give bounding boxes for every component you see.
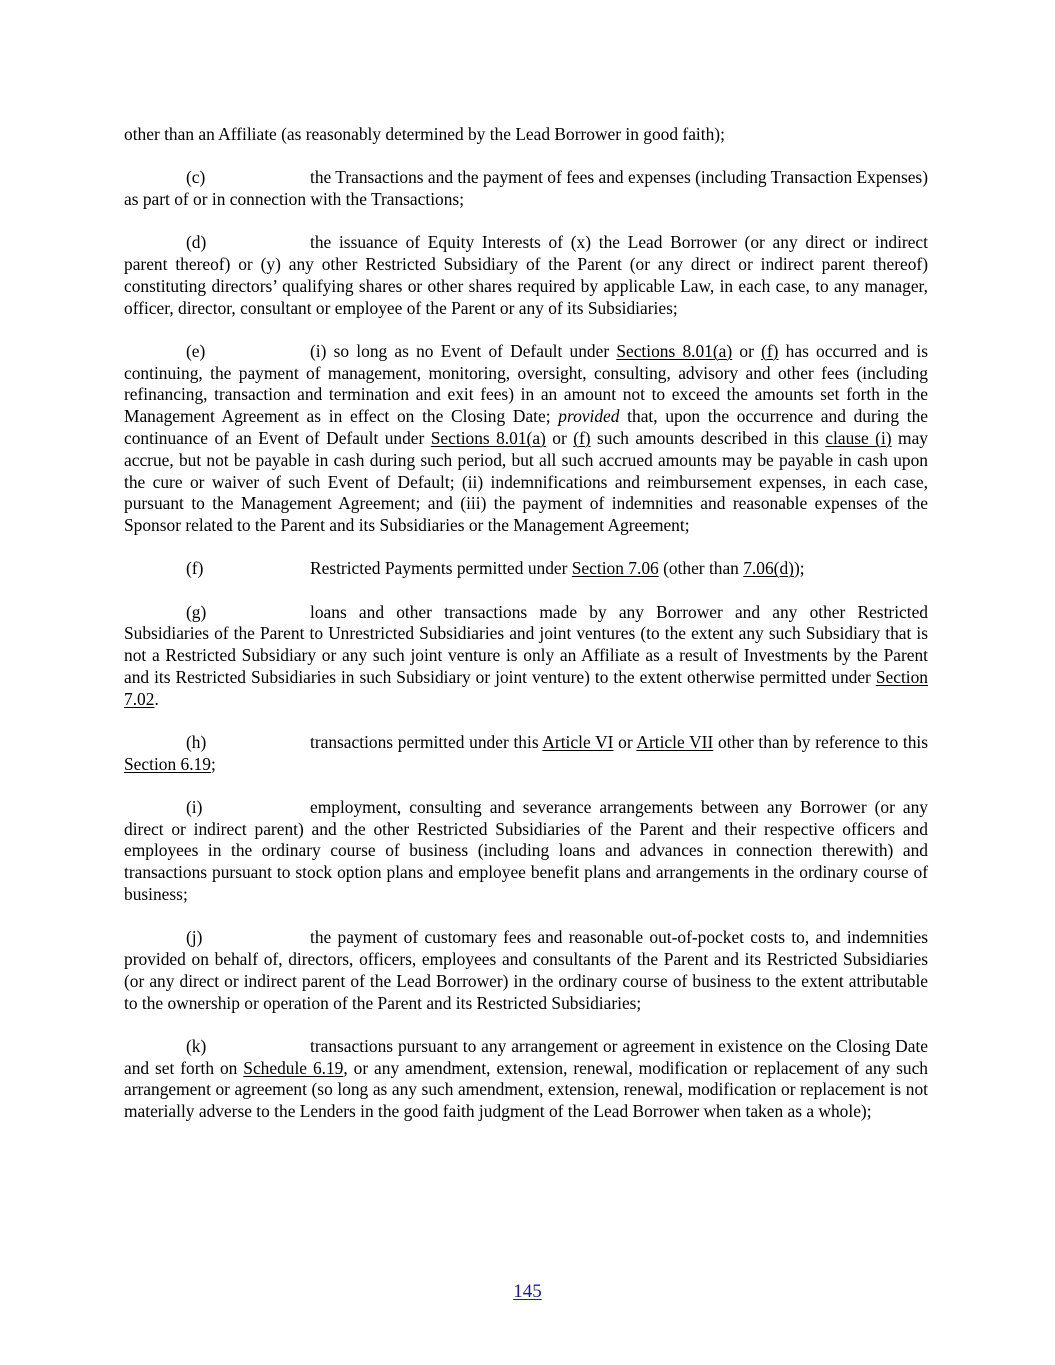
cross-reference-link[interactable]: Section 7.06 [571, 558, 659, 579]
clause-paragraph [124, 232, 928, 319]
cross-reference-link[interactable]: Section 7.02 [124, 666, 928, 709]
text-run: the payment of customary fees and reasonable out-of-pocket costs to, and indemnities provided on behalf of, directors, officers, employees and consultants of the Parent and its Restricted Subsidiaries (or any direct or indirect parent of the Lead Borrower) in the ordinary course of business to the extent attributable to the ownership or operation of the Parent and its Restricted Subsidiaries; [124, 927, 928, 1013]
cross-reference-link[interactable]: (f) [573, 427, 591, 448]
clause-paragraph [124, 602, 928, 711]
cross-reference-link[interactable]: (f) [761, 340, 779, 361]
cross-reference-link[interactable]: Sections 8.01(a) [430, 427, 546, 448]
text-run: has occurred and is continuing, the payment of management, monitoring, oversight, consulting, advisory and other fees (including refinancing, transaction and termination and exit fees) in an amount not to exceed the amounts set forth in the Management Agreement as in effect on the Closing Date; [124, 340, 929, 427]
text-run: the Transactions and the payment of fees and expenses (including Transaction Expenses) as part of or in connection with the Transactions; [124, 167, 928, 209]
text-run: (other than [658, 558, 744, 579]
text-run: or [613, 731, 637, 752]
text-run: transactions permitted under this [310, 731, 543, 752]
clause-paragraph [124, 1036, 928, 1123]
text-run: loans and other transactions made by any Borrower and any other Restricted Subsidiaries of the Parent to Unrestricted Subsidiaries and joint ventures (to the extent any such Subsidiary that is not a Restricted Subsidiary or any such joint venture is only an Affiliate as a result of Investments by the Parent and its Restricted Subsidiaries in such Subsidiary or joint venture) to the extent otherwise permitted under [124, 601, 928, 687]
text-run: or [545, 427, 574, 448]
cross-reference-link[interactable]: Sections 8.01(a) [616, 340, 733, 361]
text-run: that, upon the occurrence and during the continuance of an Event of Default under [124, 406, 928, 448]
italic-text: provided [558, 406, 620, 427]
intro-paragraph [124, 124, 928, 146]
text-run: ; [210, 753, 216, 774]
text-run: other than an Affiliate (as reasonably determined by the Lead Borrower in good faith); [124, 124, 725, 144]
text-run: other than by reference to this [713, 731, 928, 752]
cross-reference-link[interactable]: Schedule 6.19 [243, 1057, 344, 1078]
text-run: employment, consulting and severance arrangements between any Borrower (or any direct or indirect parent) and the other Restricted Subsidiaries of the Parent and their respective officers and employees in the ordinary course of business (including loans and advances in connection therewith) and transactions pursuant to stock option plans and employee benefit plans and arrangements in the ordinary course of business; [124, 796, 928, 905]
clause-label: (f) [186, 558, 204, 579]
clause-paragraph [124, 558, 928, 580]
text-run: the issuance of Equity Interests of (x) the Lead Borrower (or any direct or indirect parent thereof) or (y) any other Restricted Subsidiary of the Parent (or any direct or indirect parent thereof) constituting directors’ qualifying shares or other shares required by applicable Law, in each case, to any manager, officer, director, consultant or employee of the Parent or any of its Subsidiaries; [124, 232, 928, 318]
document-page [124, 124, 928, 1144]
clause-paragraph [124, 341, 928, 537]
clause-label: (c) [186, 167, 206, 188]
clause-list [124, 167, 928, 1123]
clause-paragraph [124, 797, 928, 906]
clause-label: (i) [186, 796, 203, 817]
clause-label: (h) [186, 731, 207, 752]
clause-label: (k) [186, 1035, 207, 1056]
clause-paragraph [124, 732, 928, 776]
cross-reference-link[interactable]: Article VII [636, 731, 714, 752]
text-run: or [732, 340, 762, 361]
clause-paragraph [124, 167, 928, 211]
text-run: may accrue, but not be payable in cash during such period, but all such accrued amounts may be payable in cash upon the cure or waiver of such Event of Default; (ii) indemnifications and reimbursement expenses, in each case, pursuant to the Management Agreement; and (iii) the payment of indemnities and reasonable expenses of the Sponsor related to the Parent and its Subsidiaries or the Management Agreement; [124, 427, 928, 536]
clause-label: (g) [186, 601, 207, 622]
cross-reference-link[interactable]: Section 6.19 [124, 753, 211, 774]
text-run: , or any amendment, extension, renewal, modification or replacement of any such arrangement or agreement (so long as any such amendment, extension, renewal, modification or replacement is not materially adverse to the Lenders in the good faith judgment of the Lead Borrower when taken as a whole); [124, 1057, 928, 1122]
text-run: . [154, 688, 159, 709]
cross-reference-link[interactable]: Article VI [542, 731, 614, 752]
page-number-link[interactable]: 145 [513, 1281, 542, 1302]
text-run: transactions pursuant to any arrangement or agreement in existence on the Closing Date and set forth on [124, 1035, 928, 1078]
text-run: (i) so long as no Event of Default under [310, 340, 617, 361]
cross-reference-link[interactable]: 7.06(d) [743, 558, 794, 579]
clause-label: (e) [186, 340, 206, 361]
text-run: ); [793, 558, 805, 579]
text-run: such amounts described in this [590, 427, 826, 448]
cross-reference-link[interactable]: clause (i) [825, 427, 892, 448]
clause-label: (j) [186, 927, 203, 948]
clause-paragraph [124, 927, 928, 1014]
text-run: Restricted Payments permitted under [310, 558, 572, 579]
clause-label: (d) [186, 232, 207, 253]
page-footer [0, 1281, 1055, 1303]
